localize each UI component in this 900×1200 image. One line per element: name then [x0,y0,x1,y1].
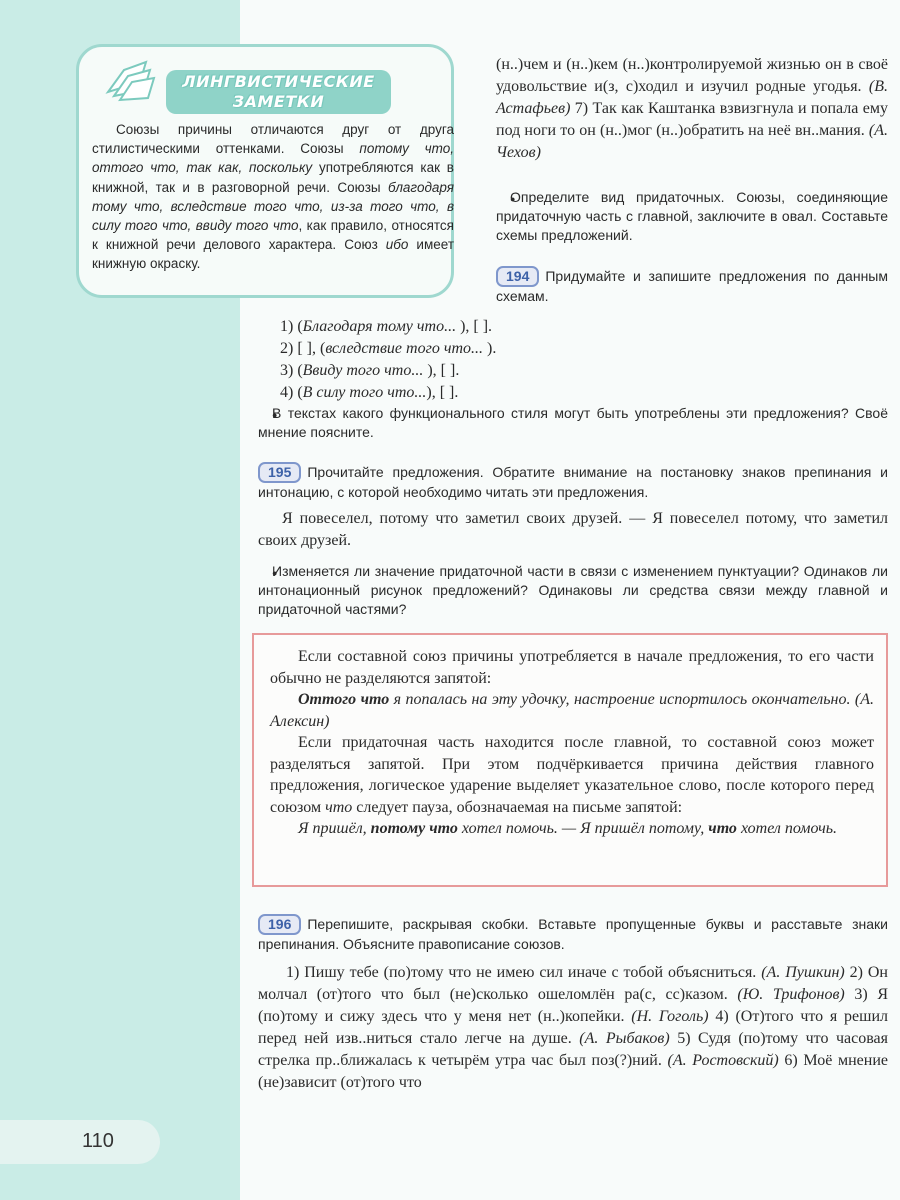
sentence: 3) Я (по)тому и сижу здесь что у меня нет (н..)копейки. [258,986,889,1025]
scheme-part: ), [ ]. [426,384,459,401]
exercise-196-header [258,914,888,954]
exercise-195-question: ● Изменяется ли значение придаточной части в связи с изменением пунктуации? Одинаков ли интонационный рисунок предложений? Одинаковы ли средства связи между главной и придаточной частями? [258,562,888,619]
exercise-195-text: Прочитайте предложения. Обратите внимание на постановку знаков препинания и интонацию, с которой необходимо читать эти предложения. [258,464,888,500]
exercise-number-196: 196 [258,914,301,935]
rule-text-part: следует пауза, обозначаемая на письме запятой: [352,798,683,816]
scheme-part: 2) [ ], ( [280,340,326,357]
exercise-194-question: ● В текстах какого функционального стиля могут быть употреблены эти предложения? Своё мнение поясните. [258,404,888,442]
scheme-part: вследствие того что... [325,340,484,357]
exercise-195-header [258,462,888,502]
rule-paragraph-2 [270,732,874,818]
scheme-part: 1) ( [280,318,303,335]
rule-text-part: Если придаточная часть находится после главной, то составной союз может разделяться запятой. При этом подчёркивается причина действия главного предложения, логическое ударение выделяет указательное слово, после которого перед союзом [270,734,874,816]
task-instruction: ● Определите вид придаточных. Союзы, соединяющие придаточную часть с главной, заключите в овал. Составьте схемы предложений. [496,188,888,245]
rule-text [270,646,874,840]
scheme-2 [280,338,496,360]
sentence: 6) Моё мнение (не)зависит (от)того что [258,1052,888,1091]
scheme-part: ), [ ]. [423,362,460,379]
note-title-line1: ЛИНГВИСТИЧЕСКИЕ [182,72,375,91]
scheme-4 [280,382,496,404]
note-conjunctions-2: благодаря тому что, вследствие того что, из-за того что, в силу того что, ввиду того что [92,179,454,234]
note-conjunctions-1: потому что, оттого что, так как, поскольку [92,141,454,176]
note-text-part: Союзы причины отличаются друг от друга стилистическими оттенками. Союзы [92,122,454,157]
rule-example-part: хотел помочь. — Я пришёл потому, [457,820,709,837]
sentence: 5) Судя (по)тому что часовая стрелка пр..ближалась к четырём утра час был поз(?)ний. [258,1030,889,1069]
scheme-1 [280,316,496,338]
sentence: 2) Он молчал (от)того что был (не)сколько ошеломлён ра(с, сс)казом. [258,964,888,1003]
author: (Н. Гоголь) [631,1008,709,1025]
rule-example-rest: я попалась на эту удочку, настроение испортилось окончательно. (А. Алексин) [270,691,874,730]
rule-example-1 [270,689,874,732]
exercise-195-example: Я повеселел, потому что заметил своих друзей. — Я повеселел потому, что заметил своих друзей. [258,510,888,549]
exercise-194-header [496,266,888,306]
exercise-number-195: 195 [258,462,301,483]
text-part: 7) Так как Каштанка взвизгнула и попала ему под ноги то он (н..)мог (н..)обратить на неё вн..мания. [496,100,888,139]
note-conjunction-ibo: ибо [385,237,409,253]
author: (Ю. Трифонов) [737,986,845,1003]
rule-example-conjunction: Оттого что [298,691,390,708]
note-text [92,120,454,274]
scheme-part: 4) ( [280,384,303,401]
note-text-part: , как правило, относятся к книжной речи делового характера. Союз [92,218,454,253]
rule-example-part: потому что [370,820,458,837]
note-text-part: употребляются как в книжной, так и в разговорной речи. Союзы [92,160,454,195]
scheme-part: 3) ( [280,362,303,379]
scheme-part: ). [483,340,497,357]
rule-text-part: что [325,798,353,816]
exercise-194-text: Придумайте и запишите предложения по данным схемам. [496,268,888,304]
exercise-193-continuation [496,54,888,164]
exercise-196-sentences [258,962,888,1094]
sentence: 1) Пишу тебе (по)тому что не имею сил иначе с тобой объясниться. [286,964,762,981]
rule-example-2 [270,818,874,840]
author: (В. Астафьев) [496,78,888,117]
scheme-part: Благодаря тому что... [302,318,457,335]
note-title-line2: ЗАМЕТКИ [232,92,325,111]
note-title [166,70,391,114]
author: (А. Пушкин) [761,964,845,981]
scheme-3 [280,360,496,382]
scheme-part: ), [ ]. [456,318,493,335]
exercise-196-text: Перепишите, раскрывая скобки. Вставьте пропущенные буквы и расставьте знаки препинания. Объясните правописание союзов. [258,916,888,952]
scheme-part: Ввиду того что... [302,362,424,379]
author: (А. Рыбаков) [579,1030,670,1047]
rule-example-part: хотел помочь. [736,820,837,837]
author: (А. Чехов) [496,122,888,161]
book-icon [100,52,160,112]
text-part: (н..)чем и (н..)кем (н..)контролируемой жизнью он в своё удовольствие и(з, с)ходил и изучил родные угодья. [496,56,888,95]
page-number-tab [0,1120,160,1164]
sentence: 4) (От)того что я решил перед ней изв..ниться стало легче на душе. [258,1008,888,1047]
exercise-number-194: 194 [496,266,539,287]
rule-paragraph-1: Если составной союз причины употребляется в начале предложения, то его части обычно не разделяются запятой: [270,648,874,687]
note-text-part: имеет книжную окраску. [92,237,454,272]
page-number: 110 [82,1130,114,1152]
schemes-list [280,316,496,404]
rule-example-part: что [708,820,737,837]
scheme-part: В силу того что... [302,384,427,401]
rule-example-part: Я пришёл, [298,820,371,837]
author: (А. Ростовский) [667,1052,779,1069]
